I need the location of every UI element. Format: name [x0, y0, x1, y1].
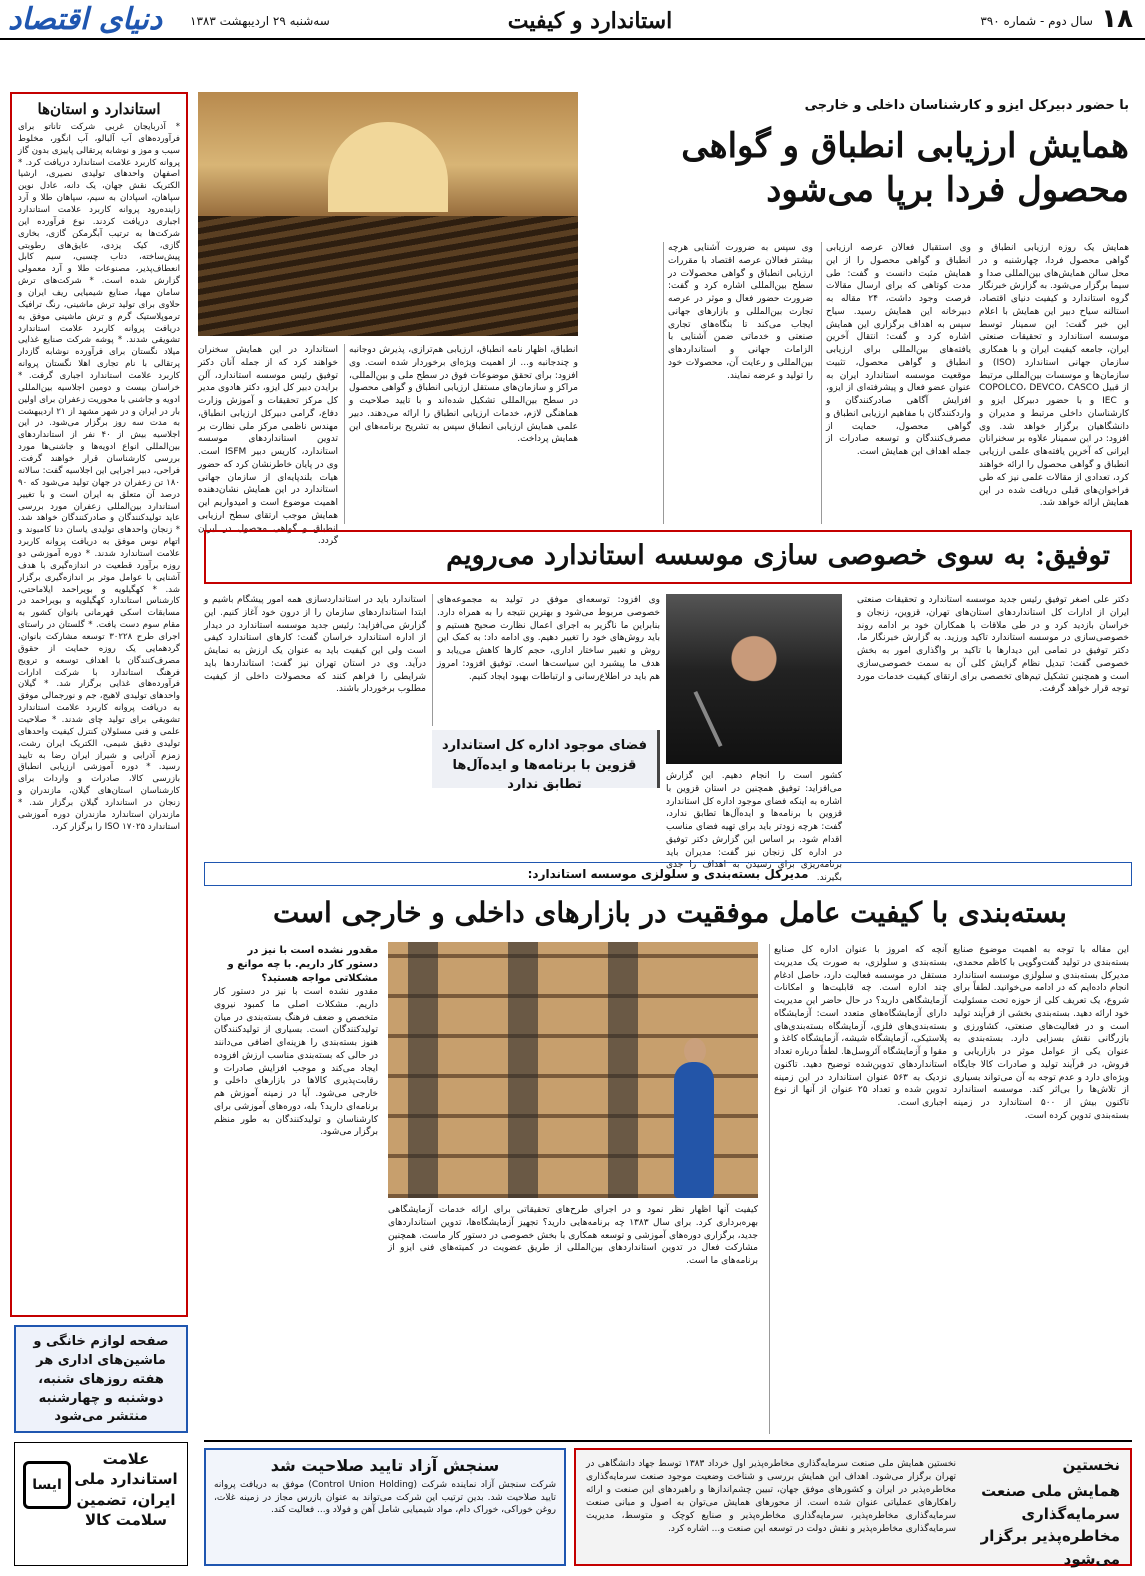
article2-headline: توفیق: به سوی خصوصی سازی موسسه استاندارد می‌رویم	[446, 540, 1110, 571]
article2-col1: دکتر علی اصغر توفیق رئیس جدید موسسه استاندارد و تحقیقات صنعتی ایران از ادارات کل استانداردهای استان‌های تهران، قزوین، زنجان و خراسان بازدید کرد و در طی ملاقات با همکاران خود بر ادامه روند خصوصی‌سازی در موسسه استاندارد تاکید ورزید. به گزارش خبرنگار ما، دکتر توفیق در تمامی این دیدارها با تاکید بر واگذاری امور به بخش خصوصی گفت: تبدیل نظام گرایش کلی آن به سمت خصوصی‌سازی است و همچنین تشکیل تیم‌های تخصصی برای ارتقای کیفیت خدمات مورد توجه قرار خواهد گرفت.	[857, 595, 1129, 695]
venture-capital-title: همایش ملی صنعت سرمایه‌گذاری مخاطره‌پذیر برگزار می‌شود	[980, 1482, 1120, 1568]
pullquote-text: فضای موجود اداره کل استاندارد قزوین با برنامه‌ها و ایده‌آل‌ها تطابق ندارد	[442, 738, 647, 792]
article1-col4: انطباق، اظهار نامه انطباق، ارزیابی هم‌ترازی، پذیرش دوجانبه و چندجانبه و... از اهمیت ویژه‌ای برخوردار شده است. وی افزود: برای تحقق موضوعات فوق در سطح ملی و بین‌المللی، مراکز و سازمان‌های مستقل ارزیابی انطباق و گواهی محصول در سطح بین‌المللی تشکیل شده‌اند و با تایید صلاحیت و هماهنگی لازم، خدمات ارزیابی انطباق را ارائه می‌دهند. دبیر علمی همایش ارزیابی انطباق سپس به تشریح برنامه‌های این همایش پرداخت.	[344, 344, 578, 524]
article3-headline: بسته‌بندی با کیفیت عامل موفقیت در بازارهای داخلی و خارجی است	[273, 896, 1067, 929]
newspaper-logo: دنیای اقتصاد	[8, 2, 163, 37]
section-title: استاندارد و کیفیت	[507, 8, 673, 34]
issue-date: سه‌شنبه ۲۹ اردیبهشت ۱۳۸۳	[190, 14, 330, 28]
shelf-shape	[408, 942, 438, 1198]
promo-box	[14, 1325, 188, 1433]
article2-pullquote	[432, 730, 660, 792]
promo-text: صفحه لوازم خانگی و ماشین‌های اداری هر هفته روزهای شنبه، دوشنبه و چهارشنبه منتشر می‌شود	[33, 1334, 169, 1425]
article2-col3: وی افزود: توسعه‌ای موفق در تولید به مجموعه‌های خصوصی مربوط می‌شود و بهترین نتیجه را به همراه دارد. بنابراین ما ناگزیر به اجرای اعمال نظارت صحیح هستیم و باید روش‌های خود را تغییر دهیم. وی ادامه داد: به کمک این روش و تغییر ساختار اداری، حجم کارها کاهش می‌یابد و هدف ما پیشبرد این سیاست‌ها است. توفیق افزود: امروز هم باید در اطلاع‌رسانی و ارتباطات بهبود ایجاد کنیم.	[432, 594, 660, 726]
page-header	[0, 0, 1145, 40]
article3-col2: آنچه که امروز با عنوان اداره کل صنایع بسته‌بندی و سلولزی، به صورت یک مدیریت مستقل در موسسه فعالیت دارد، حاصل ادغام چند اداره است. چه قابلیت‌ها و امکانات آزمایشگاهی دارید؟ در حال حاضر این مدیریت دارای آزمایشگاه‌های متعدد است: آزمایشگاه بسته‌بندی‌های فلزی، آزمایشگاه بسته‌بندی‌های پلاستیکی، آزمایشگاه شیشه، آزمایشگاه کاغذ و مقوا و آزمایشگاه آئروسل‌ها. لطفاً درباره تعداد استانداردهای تدوین‌شده توضیح دهید. تاکنون نزدیک به ۵۶۳ عنوان استاندارد در این زمینه تدوین شده و تعداد ۲۵ عنوان از آنها از نوع اجباری است.	[769, 944, 947, 1434]
article2-banner	[204, 530, 1132, 584]
worker-head-shape	[684, 1038, 706, 1064]
isiri-logo-icon: ایسا	[23, 1461, 71, 1509]
warehouse-photo	[388, 942, 758, 1198]
venture-capital-kicker: نخستین	[1062, 1456, 1120, 1474]
article1-col5: استاندارد در این همایش سخنران خواهند کرد که از جمله آنان دکتر توفیق رئیس موسسه استاندارد، آلن برایدن دبیر کل ایزو، دکتر هادوی مدیر کل مرکز تحقیقات و آموزش وزارت دفاع، گرامی دبیرکل ارزیابی انطباق، مهندس ناظمی مرکز ملی نظارت بر تدوین استانداردهای موسسه استاندارد، کاریس دبیر ISFM است. وی در پایان خاطرنشان کرد که حضور هیات بلندپایه‌ای از سازمان جهانی استاندارد در این همایش نشان‌دهنده اهمیت موضوع است و امیدواریم این همایش موجب ارتقای سطح ارزیابی انطباق و گواهی محصول در ایران گردد.	[198, 345, 338, 547]
venture-capital-box	[574, 1448, 1132, 1566]
speaker-photo	[666, 594, 842, 764]
article2-col4: استاندارد باید در استانداردسازی همه امور پیشگام باشیم و ابتدا استانداردهای سازمان را از درون خود آغاز کنیم. این گزارش می‌افزاید: رئیس جدید موسسه استاندارد در دیدار از اداره استاندارد خراسان گفت: کارهای استاندارد کیفی است ولی این کیفیت باید به عنوان یک ارزش به نمایش درآید. وی در استان تهران نیز گفت: استانداردها باید شرایطی را فراهم کنند که محصولات داخلی از کیفیت مطلوب برخوردار باشند.	[204, 595, 426, 695]
venture-capital-body: نخستین همایش ملی صنعت سرمایه‌گذاری مخاطره‌پذیر اول خرداد ۱۳۸۳ توسط جهاد دانشگاهی در تهران برگزار می‌شود. اهداف این همایش بررسی و شناخت وضعیت موجود صنعت سرمایه‌گذاری مخاطره‌پذیر در ایران و کشورهای موفق جهان، تبیین چشم‌اندازها و راهبردهای این صنعت و ارائه راهکارهای عملیاتی عنوان شده است. از محورهای همایش می‌توان به اصول و مبانی صنعت سرمایه‌گذاری مخاطره‌پذیر، سرمایه‌گذاری مخاطره‌پذیر و صنایع کوچک و متوسط، مدیریت سرمایه‌گذاری مخاطره‌پذیر و نقش دولت در توسعه این صنعت و... اشاره کرد.	[586, 1459, 957, 1535]
sidebar-body: * آذربایجان غربی شرکت تاناتو برای فرآورده‌های آب آلبالو، آب انگور، مخلوط سیب و موز و نوشابه پرتقالی پاییزی بدون گاز پروانه کاربرد علامت استاندارد دریافت کرد. * اصفهان واحدهای تولیدی نصیری، ارشیا الکتریک نقش جهان، یک دانه، عادل نوین سپاهان، اسپادان به سیم، سپاهان طلا و آرد زاینده‌رود پروانه کاربرد علامت استاندارد اجباری دریافت کردند. نوع فرآورده این شرکت‌ها به ترتیب آبگرمکن گازی، بخاری گازی، کیک یزدی، عایق‌های رطوبتی پیش‌ساخته، دتاب چسبی، سیم کابل انعطاف‌پذیر، مصنوعات طلا و آرد معمولی گزارش شده است. * شرکت‌های ترش سامان مهیا، صنایع شیمیایی ریف ایران و حلاوی برای تولید ترش ماشینی، رنگ ترافیک ترموپلاستیک گرم و ترش ماشینی موفق به دریافت پروانه کاربرد علامت استاندارد تشویقی شدند. * پوشه شرکت صنایع غذایی میلاد نگستان برای فرآورده نوشابه گازدار پرتقالی با نام تجاری اهلا نگستان پروانه کاربرد علامت استاندارد اجباری گرفت. * خراسان بیست و دومین اجلاسیه بین‌المللی ادویه و جاشنی با محوریت زعفران برای اولین بار در ایران و در شهر مشهد از ۲۱ اردیبهشت به مدت سه روز برگزار می‌شود. در این اجلاسیه بیش از ۴۰ نفر از استانداردهای بین‌المللی انواع ادویه‌ها و جاشنی‌ها مورد بررسی کارشناسان قرار خواهند گرفت. فراحی، دبیر اجرایی این اجلاسیه گفت: سالانه ۱۸۰ تن زعفران در جهان تولید می‌شود که ۹۰ درصد آن متعلق به ایران است و با تغییر استاندارد بین‌المللی زعفران مورد بررسی عاید تولیدکنندگان و صادرکنندگان خواهد شد. * زنجان واحدهای تولیدی یاسان دنا کامبوند و اتهام نوس موفق به دریافت پروانه کاربرد علامت استاندارد شدند. * دوره آموزشی دو روزه برآورد قطعیت در اندازه‌گیری با هدف آشنایی با عوامل موثر بر اندازه‌گیری برگزار شد. * کهگیلویه و بویراحمد ایلاماحتی، کارشناس استاندارد کهگیلویه و بویراحمد در مسابقات اسکی قهرمانی بانوان کشور به مقام سوم دست یافت. * گلستان در راستای اجرای طرح ۳۰۲۲۸ توسعه مشارکت بانوان، گردهمایی یک روزه حمایت از حقوق مصرف‌کنندگان با اهداف توسعه و ترویج فرهنگ استاندارد با شرکت ادارات فرآورده‌های غذایی برگزار شد. * گیلان واحدهای تولیدی لاهیج، جم و نورجمالی موفق به دریافت پروانه کاربرد علامت استاندارد تشویقی برای تولید چای شدند. * صلاحیت علمی و فنی مسئولان کنترل کیفیت واحدهای تولیدی دقیق شیمی، الکتریک ایران رشت، زمزم آذرابی و شیراز ایران رضا به تایید رسید. * دوره آموزشی ارزیابی انطباق بازرسی کالا، صادرات و واردات برای کارشناسان استان‌های گیلان، مازندران و زنجان در استاندارد گیلان برگزار شد. * مازندران استاندارد مازندران دوره آموزشی استاندارد ISO ۱۷۰۲۵ را برگزار کرد.	[18, 122, 180, 832]
sanjesh-azad-title: سنجش آزاد تایید صلاحیت شد	[270, 1456, 500, 1475]
article1-col2: وی استقبال فعالان عرصه ارزیابی انطباق و گواهی محصول را از این همایش مثبت دانست و گفت: طی مدت کوتاهی که برای ارسال مقالات فرصت وجود داشت، ۲۴ مقاله به دبیرخانه این همایش رسید. سیاح سپس به اهداف برگزاری این همایش اشاره کرد و گفت: انتقال آخرین یافته‌های بین‌المللی برای ارزیابی انطباق و گواهی محصول، تثبیت موقعیت موسسه استاندارد ایران به عنوان عضو فعال و پیشرفته‌ای از ایزو، افزایش آگاهی صادرکنندگان و واردکنندگان با مفاهیم ارزیابی انطباق و گواهی محصول، حمایت از مصرف‌کنندگان و توسعه صادرات از جمله اهداف این همایش است.	[821, 242, 971, 524]
sidebar-news-box	[10, 92, 188, 1317]
article3-col1: این مقاله با توجه به اهمیت موضوع صنایع بسته‌بندی در تولید گفت‌وگویی با کاظم محمدی، مدیرکل بسته‌بندی و سلولزی موسسه استاندارد انجام داده‌ایم که در ادامه می‌خوانید. لطفاً برای شروع، یک تعریف کلی از حوزه تحت مسئولیت خود ارائه دهید. بسته‌بندی بخشی از فرآیند تولید است و در فعالیت‌های صنعتی، کشاورزی و بازرگانی نقش بسزایی دارد. بسته‌بندی به عنوان یکی از عوامل موثر در بازاریابی و فروش، در فرآیند تولید و صادرات کالا جایگاه ویژه‌ای دارد و عدم توجه به آن می‌تواند بسیاری از تلاش‌ها را بی‌اثر کند. موسسه استاندارد تاکنون بیش از ۵۰۰ استاندارد در زمینه بسته‌بندی تدوین کرده است.	[953, 945, 1129, 1121]
article1-col1: همایش یک روزه ارزیابی انطباق و گواهی محصول فردا، چهارشنبه و در محل سالن همایش‌های بین‌المللی صدا و سیما برگزار می‌شود. به گزارش خبرنگار گروه استاندارد و کیفیت دنیای اقتصاد، استالنه سیاح دبیر این همایش با اعلام این خبر گفت: این سمینار توسط موسسه استاندارد و تحقیقات صنعتی ایران، جامعه کیفیت ایران و با همکاری سازمان جهانی استاندارد (ISO) و سازمان‌ها و موسسات بین‌المللی مرتبط از قبیل COPOLCO، DEVCO، CASCO و IEC و با حضور دبیرکل ایزو و کارشناسان داخلی مرتبط و مدیران و دانشگاهیان برگزار خواهد شد. وی افزود: در این سمینار علاوه بر سخنرانان ایرانی که آخرین یافته‌های علمی ارزیابی انطباق و گواهی محصول را ارائه خواهند کرد، تعدادی از مقالات علمی نیز که طی فراخوان‌های قبلی دریافت شده در این همایش ارائه خواهد شد.	[979, 243, 1129, 509]
article3-col4: مقدور نشده است با نیز در دستور کار داریم. مشکلات اصلی ما کمبود نیروی متخصص و ضعف فرهنگ بسته‌بندی در میان تولیدکنندگان است. بسیاری از تولیدکنندگان هنوز بسته‌بندی را هزینه‌ای اضافی می‌دانند در حالی که بسته‌بندی مناسب ارزش افزوده ایجاد می‌کند و موجب افزایش صادرات و رقابت‌پذیری کالاها در بازارهای داخلی و خارجی می‌شود. آیا در زمینه آموزش هم برنامه‌ای دارید؟ بله، دوره‌های آموزشی برای کارشناسان و تولیدکنندگان به طور منظم برگزار می‌شود.	[214, 987, 378, 1138]
worker-shape	[674, 1062, 714, 1198]
conference-hall-photo	[198, 92, 578, 336]
stage-shape	[328, 122, 448, 212]
article3-kicker: مدیرکل بسته‌بندی و سلولزی موسسه استاندارد:	[204, 862, 1132, 886]
standard-mark-ad	[14, 1442, 188, 1566]
article1-kicker: با حضور دبیرکل ایزو و کارشناسان داخلی و خارجی	[804, 98, 1129, 113]
sanjesh-azad-box	[204, 1448, 566, 1566]
bottom-separator	[204, 1440, 1132, 1442]
seats-shape	[198, 216, 578, 336]
page-number: ۱۸	[1101, 4, 1133, 34]
issue-info: سال دوم - شماره ۳۹۰	[980, 14, 1093, 28]
article1-col3: وی سپس به ضرورت آشنایی هرچه بیشتر فعالان عرصه اقتصاد با مقررات ارزیابی انطباق و گواهی محصولات در سطح بین‌المللی اشاره کرد و گفت: ضرورت حضور فعال و موثر در عرصه تجارت بین‌المللی و بازارهای جهانی ایجاب می‌کند تا بنگاه‌های تجاری صنعتی و خدماتی ضمن آشنایی با الزامات جهانی و استانداردهای بین‌المللی و رعایت آن، محصولات خود را تولید و عرضه نمایند.	[663, 242, 813, 524]
article2-col2: کشور است را انجام دهیم. این گزارش می‌افزاید: توفیق همچنین در استان قزوین با اشاره به اینکه فضای موجود اداره کل استاندارد قزوین با برنامه‌ها و ایده‌آل‌ها تطابق ندارد، گفت: هرچه زودتر باید برای تهیه فضای مناسب اقدام شود. بر اساس این گزارش دکتر توفیق در اداره کل زنجان نیز گفت: مدیران باید برنامه‌ریزی برای رسیدن به اهداف را جدی بگیرند.	[666, 771, 842, 884]
article1-headline: همایش ارزیابی انطباق و گواهی محصول فردا برپا می‌شود	[681, 126, 1129, 211]
article3-col3: کیفیت آنها اظهار نظر نمود و در اجرای طرح‌های تحقیقاتی برای ارائه خدمات آزمایشگاهی بهره‌برداری کرد. برای سال ۱۳۸۳ چه برنامه‌هایی دارید؟ تجهیز آزمایشگاه‌ها، تدوین استانداردهای جدید، برگزاری دوره‌های آموزشی و توسعه همکاری با بخش خصوصی در دستور کار ماست. همچنین مشارکت فعال در تدوین استانداردهای بین‌المللی از طریق عضویت در کمیته‌های فنی ایزو از برنامه‌های ما است.	[388, 1205, 758, 1267]
microphone-shape	[694, 691, 723, 747]
sanjesh-azad-body: شرکت سنجش آزاد نماینده شرکت (Control Union Holding) موفق به دریافت پروانه تایید صلاحیت شد. بدین ترتیب این شرکت می‌تواند به عنوان بازرس مجاز در زمینه غلات، روغن خوراکی، خوراک دام، مواد شیمیایی شامل آهن و فولاد و... فعالیت کند.	[214, 1480, 556, 1516]
sidebar-title: استاندارد و استان‌ها	[37, 100, 161, 118]
article3-subhead: مقدور نشده است با نیز در دستور کار داریم. با چه موانع و مشکلاتی مواجه هستید؟	[227, 945, 378, 984]
shelf-shape	[508, 942, 538, 1198]
standard-mark-text: علامت استاندارد ملی ایران، تضمین سلامت کالا	[74, 1450, 178, 1529]
shelf-shape	[608, 942, 638, 1198]
